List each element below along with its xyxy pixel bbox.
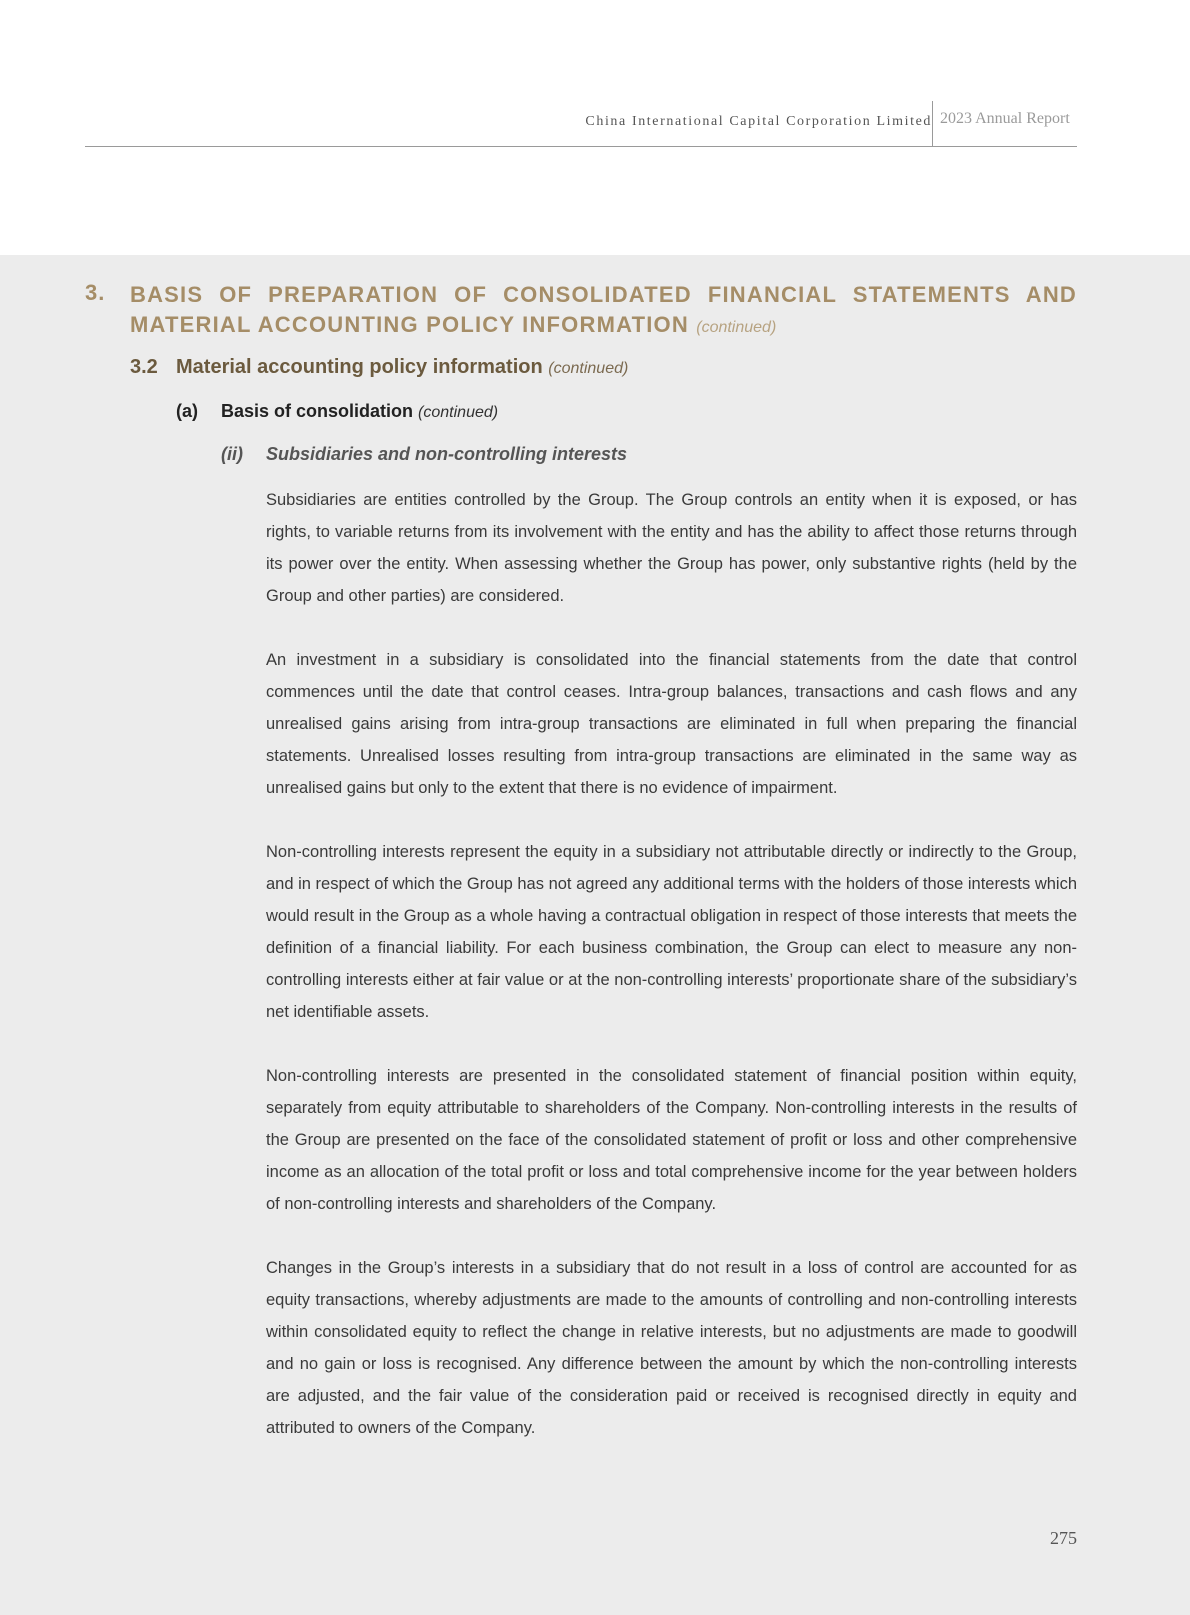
- subsection-continued: (continued): [548, 360, 629, 377]
- header-vertical-divider: [932, 101, 933, 146]
- paragraph: Changes in the Group’s interests in a subsidiary that do not result in a loss of control are accounted for as equity transactions, whereby adjustments are made to the amounts of controlling and non-controlling interests within consolidated equity to reflect the change in relative interests, but no adjustments are made to goodwill and no gain or loss is recognised. Any difference between the amount by which the non-controlling interests are adjusted, and the fair value of the consideration paid or received is recognised directly in equity and attributed to owners of the Company.: [266, 1259, 1077, 1437]
- section-continued: (continued): [696, 319, 777, 336]
- subitem-number: (ii): [221, 444, 243, 464]
- section-title-text: BASIS OF PREPARATION OF CONSOLIDATED FINANCIAL STATEMENTS AND MATERIAL ACCOUNTING POLICY INFORMATION: [130, 282, 1077, 337]
- header-report-title: 2023 Annual Report: [940, 110, 1070, 127]
- paragraph: Non-controlling interests represent the equity in a subsidiary not attributable directly or indirectly to the Group, and in respect of which the Group has not agreed any additional terms with the holders of those interests which would result in the Group as a whole having a contractual obligation in respect of those interests that meets the definition of a financial liability. For each business combination, the Group can elect to measure any non-controlling interests either at fair value or at the non-controlling interests’ proportionate share of the subsidiary’s net identifiable assets.: [266, 843, 1077, 1021]
- item-continued: (continued): [418, 404, 499, 421]
- header-company-name: China International Capital Corporation Limited: [585, 114, 932, 129]
- subsection-title: [176, 356, 628, 379]
- paragraph: An investment in a subsidiary is consolidated into the financial statements from the date that control commences until the date that control ceases. Intra-group balances, transactions and cash flows and any unrealised gains arising from intra-group transactions are eliminated in full when preparing the financial statements. Unrealised losses resulting from intra-group transactions are eliminated in the same way as unrealised gains but only to the extent that there is no evidence of impairment.: [266, 651, 1077, 797]
- header-rule: [85, 146, 1077, 147]
- subsection-number: 3.2: [130, 356, 158, 378]
- subitem-title: Subsidiaries and non-controlling interests: [266, 444, 628, 464]
- paragraph: Subsidiaries are entities controlled by the Group. The Group controls an entity when it is exposed, or has rights, to variable returns from its involvement with the entity and has the ability to affect those returns through its power over the entity. When assessing whether the Group has power, only substantive rights (held by the Group and other parties) are considered.: [266, 491, 1077, 605]
- paragraph: Non-controlling interests are presented in the consolidated statement of financial position within equity, separately from equity attributable to shareholders of the Company. Non-controlling interests in the results of the Group are presented on the face of the consolidated statement of profit or loss and other comprehensive income as an allocation of the total profit or loss and total comprehensive income for the year between holders of non-controlling interests and shareholders of the Company.: [266, 1067, 1077, 1213]
- section-title: [130, 280, 1077, 343]
- section-number: 3.: [85, 280, 106, 305]
- item-title: [221, 401, 498, 422]
- item-number: (a): [176, 401, 198, 421]
- subsection-title-text: Material accounting policy information: [176, 356, 543, 378]
- item-title-text: Basis of consolidation: [221, 401, 414, 421]
- page-number: 275: [1050, 1528, 1077, 1548]
